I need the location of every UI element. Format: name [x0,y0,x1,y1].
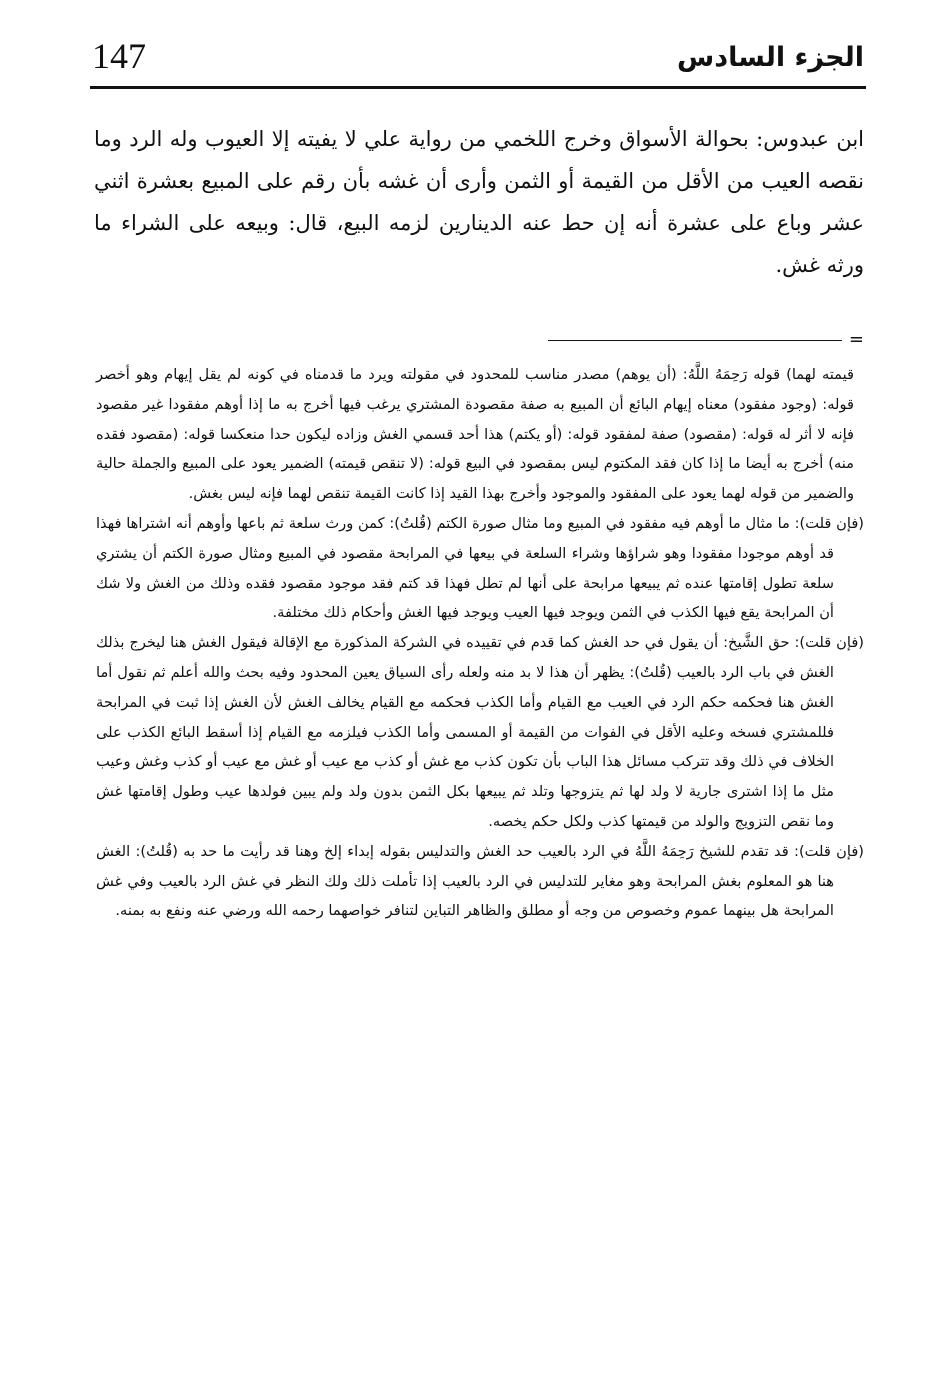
footnote-paragraph: قيمته لهما) قوله رَحِمَهُ اللَّهُ: (أن يوهم) مصدر مناسب للمحدود في مقولته ويرد ما قدمناه في كونه لم يقل إيهام وهو أخصر قوله: (وجود مفقود) معناه إيهام البائع أن المبيع به صفة مقصودة المشتري يرغب فيها أخرج به ما إذا أوهم مفقودا غير مقصود فإنه لا أثر له قوله: (مقصود) صفة لمفقود قوله: (أو يكتم) هذا أحد قسمي الغش وزاده ليكون حدا منعكسا قوله: (مقصود فقده منه) أخرج به أيضا ما إذا كان فقد المكتوم ليس بمقصود في البيع قوله: (لا تنقص قيمته) الضمير يعود على المبيع والجملة حالية والضمير من قوله لهما يعود على المفقود والموجود وأخرج بهذا القيد إذا كانت القيمة تنقص لهما فإنه ليس بغش. [96,366,854,503]
footnote-paragraph: (فإن قلت): قد تقدم للشيخ رَحِمَهُ اللَّهُ في الرد بالعيب حد الغش والتدليس بقوله إبداء إلخ وهنا قد رأيت ما حد به (قُلتُ): الغش هنا هو المعلوم بغش المرابحة وهو مغاير للتدليس في الرد بالعيب إذا تأملت ذلك ولك النظر في غش الرد بالعيب وفي غش المرابحة هل بينهما عموم وخصوص من وجه أو مطلق والظاهر التباين لتنافر خواصهما رحمه الله ورضي عنه ونفع به بمنه. [96,842,864,920]
footnote-paragraph: (فإن قلت): ما مثال ما أوهم فيه مفقود في المبيع وما مثال صورة الكتم (قُلتُ): كمن ورث سلعة ثم باعها وأوهم أنه اشتراها فهذا قد أوهم موجودا مفقودا وهو شراؤها وشراء السلعة في بيعها في المرابحة مقصود في المبيع ومثال صورة الكتم أن يشتري سلعة تطول إقامتها عنده ثم يبيعها مرابحة على أنها لم تطل فهذا قد كتم فقد موجود مقصود فقده وذلك من الغش ولا شك أن المرابحة يقع فيها الكذب في الثمن ويوجد فيها العيب ويوجد فيها الغش وأحكام ذلك مختلفة. [96,514,864,622]
footnotes [96,360,864,926]
footnote-separator [548,329,864,350]
footnote-rule [548,340,842,341]
main-text [94,118,864,286]
page-number: 147 [92,36,146,76]
footnote-continuation-marker: = [848,329,864,350]
main-paragraph: ابن عبدوس: بحوالة الأسواق وخرج اللخمي من رواية علي لا يفيته إلا العيوب وله الرد وما نقصه العيب من الأقل من القيمة أو الثمن وأرى أن غشه بأن رقم على المبيع بعشرة اثني عشر وباع على عشرة أنه إن حط عنه الدينارين لزمه البيع، قال: وبيعه على الشراء ما ورثه غش. [94,127,864,277]
header-rule [90,86,866,89]
footnote-paragraph: (فإن قلت): حق الشَّيخ: أن يقول في حد الغش كما قدم في تقييده في الشركة المذكورة مع الإقالة فيقول الغش هنا ليخرج بذلك الغش في باب الرد بالعيب (قُلتُ): يظهر أن هذا لا بد منه ولعله رأى السياق يعين المحدود وفيه بحث والله أعلم ثم نقول أما الغش هنا فحكمه حكم الرد في العيب مع القيام وأما الكذب فحكمه مع القيام يخالف الغش لأن الغش إذا ثبت في المرابحة فللمشتري فسخه وعليه الأقل في الفوات من القيمة أو المسمى وأما الكذب فيلزمه مع القيام إذا أسقط البائع الكذب على الخلاف في ذلك وقد تتركب مسائل هذا الباب بأن تكون كذب مع غش أو كذب مع عيب أو غش مع عيب أو كذب وغش وعيب مثل ما إذا اشترى جارية لا ولد لها ثم يتزوجها وتلد ثم يبيعها بكل الثمن بدون ولد ولم يبين فولدها عيب وطول إقامتها غش وما نقص التزويج والولد من قيمتها كذب ولكل حكم يخصه. [96,634,864,830]
running-title: الجزء السادس [677,42,864,73]
